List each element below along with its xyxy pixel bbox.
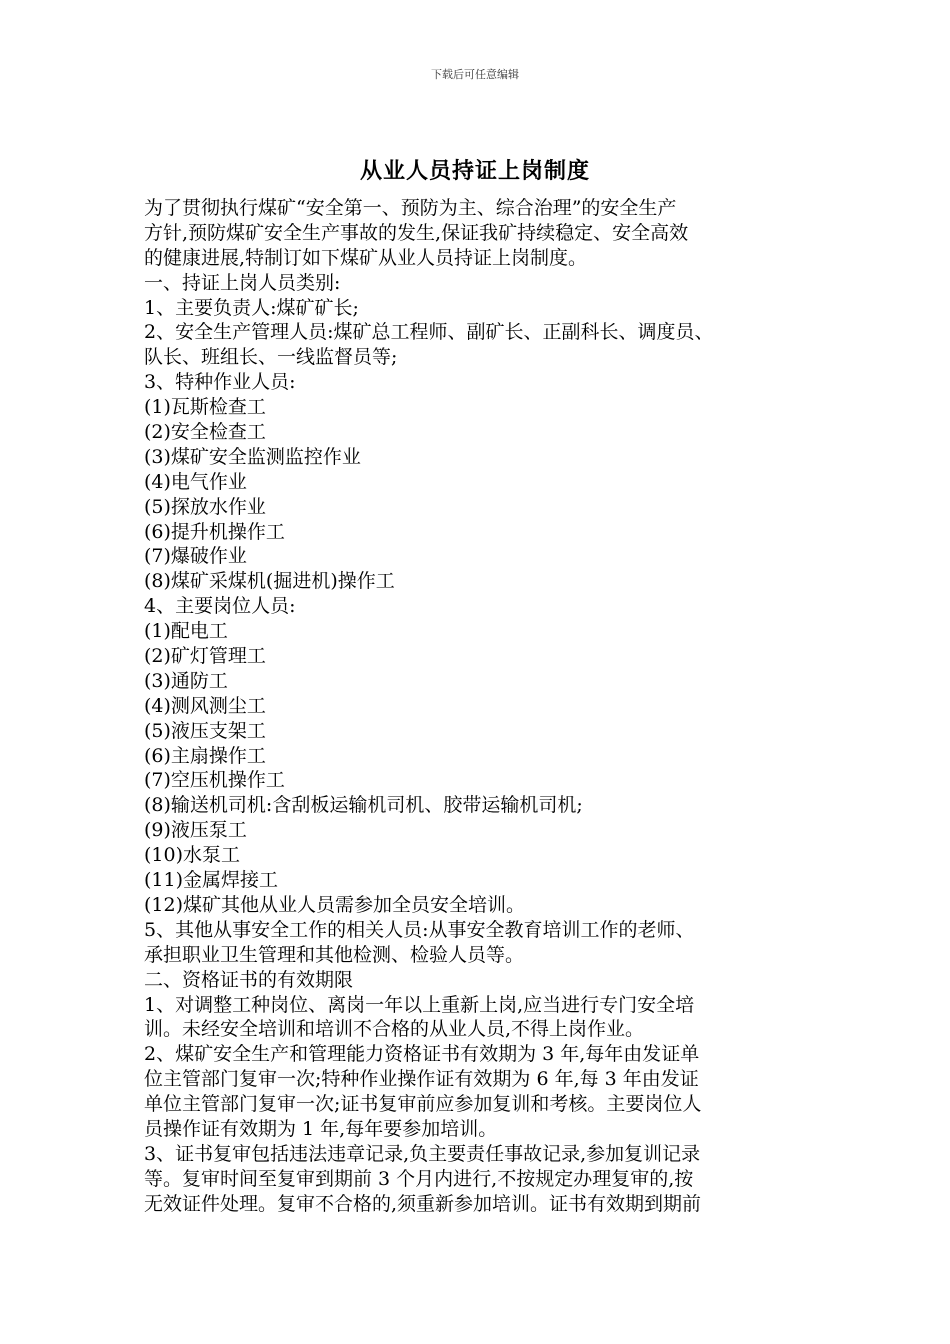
body-line: (5)探放水作业: [144, 495, 266, 518]
body-line: (6)主扇操作工: [144, 744, 266, 767]
body-line: (11)金属焊接工: [144, 869, 279, 892]
page-header-note: 下载后可任意编辑: [431, 68, 519, 81]
body-line: 4、主要岗位人员:: [144, 595, 296, 618]
body-line: 2、安全生产管理人员:煤矿总工程师、副矿长、正副科长、调度员、: [144, 321, 714, 344]
body-line: (3)煤矿安全监测监控作业: [144, 445, 361, 468]
body-line: (8)输送机司机:含刮板运输机司机、胶带运输机司机;: [144, 794, 583, 817]
body-line: (10)水泵工: [144, 844, 241, 867]
body-line: 二、资格证书的有效期限: [144, 968, 354, 991]
body-line: 无效证件处理。复审不合格的,须重新参加培训。证书有效期到期前: [144, 1192, 702, 1215]
body-line: (7)爆破作业: [144, 545, 247, 568]
body-line: (1)瓦斯检查工: [144, 396, 266, 419]
document-body: [144, 196, 824, 1217]
body-line: 为了贯彻执行煤矿“安全第一、预防为主、综合治理”的安全生产: [144, 197, 677, 219]
body-line: (8)煤矿采煤机(掘进机)操作工: [144, 570, 395, 593]
body-line: (1)配电工: [144, 620, 228, 643]
body-line: 3、证书复审包括违法违章记录,负主要责任事故记录,参加复训记录: [144, 1142, 701, 1165]
body-line: (12)煤矿其他从业人员需参加全员安全培训。: [144, 893, 526, 916]
body-line: 员操作证有效期为 1 年,每年要参加培训。: [144, 1117, 498, 1140]
body-line: 5、其他从事安全工作的相关人员:从事安全教育培训工作的老师、: [144, 918, 695, 941]
body-line: 承担职业卫生管理和其他检测、检验人员等。: [144, 943, 525, 966]
body-line: (5)液压支架工: [144, 719, 266, 742]
body-line: (9)液压泵工: [144, 819, 247, 842]
body-line: (4)测风测尘工: [144, 694, 266, 717]
body-line: 一、持证上岗人员类别:: [144, 271, 341, 294]
body-line: (2)安全检查工: [144, 421, 266, 444]
body-line: 3、特种作业人员:: [144, 371, 296, 394]
body-line: 1、对调整工种岗位、离岗一年以上重新上岗,应当进行专门安全培: [144, 993, 695, 1016]
body-line: 位主管部门复审一次;特种作业操作证有效期为 6 年,每 3 年由发证: [144, 1068, 699, 1091]
body-line: (6)提升机操作工: [144, 520, 285, 543]
body-line: 的健康进展,特制订如下煤矿从业人员持证上岗制度。: [144, 246, 588, 269]
body-line: 训。未经安全培训和培训不合格的从业人员,不得上岗作业。: [144, 1018, 645, 1041]
body-line: 队长、班组长、一线监督员等;: [144, 346, 398, 369]
body-line: (7)空压机操作工: [144, 769, 285, 792]
body-line: 方针,预防煤矿安全生产事故的发生,保证我矿持续稳定、安全高效: [144, 221, 689, 244]
body-line: 1、主要负责人:煤矿矿长;: [144, 296, 359, 319]
body-line: (2)矿灯管理工: [144, 645, 266, 668]
body-line: (3)通防工: [144, 669, 228, 692]
body-line: (4)电气作业: [144, 470, 247, 493]
body-line: 等。复审时间至复审到期前 3 个月内进行,不按规定办理复审的,按: [144, 1167, 694, 1190]
body-line: 2、煤矿安全生产和管理能力资格证书有效期为 3 年,每年由发证单: [144, 1043, 700, 1066]
body-line: 单位主管部门复审一次;证书复审前应参加复训和考核。主要岗位人: [144, 1093, 702, 1116]
document-title: 从业人员持证上岗制度: [359, 159, 590, 184]
